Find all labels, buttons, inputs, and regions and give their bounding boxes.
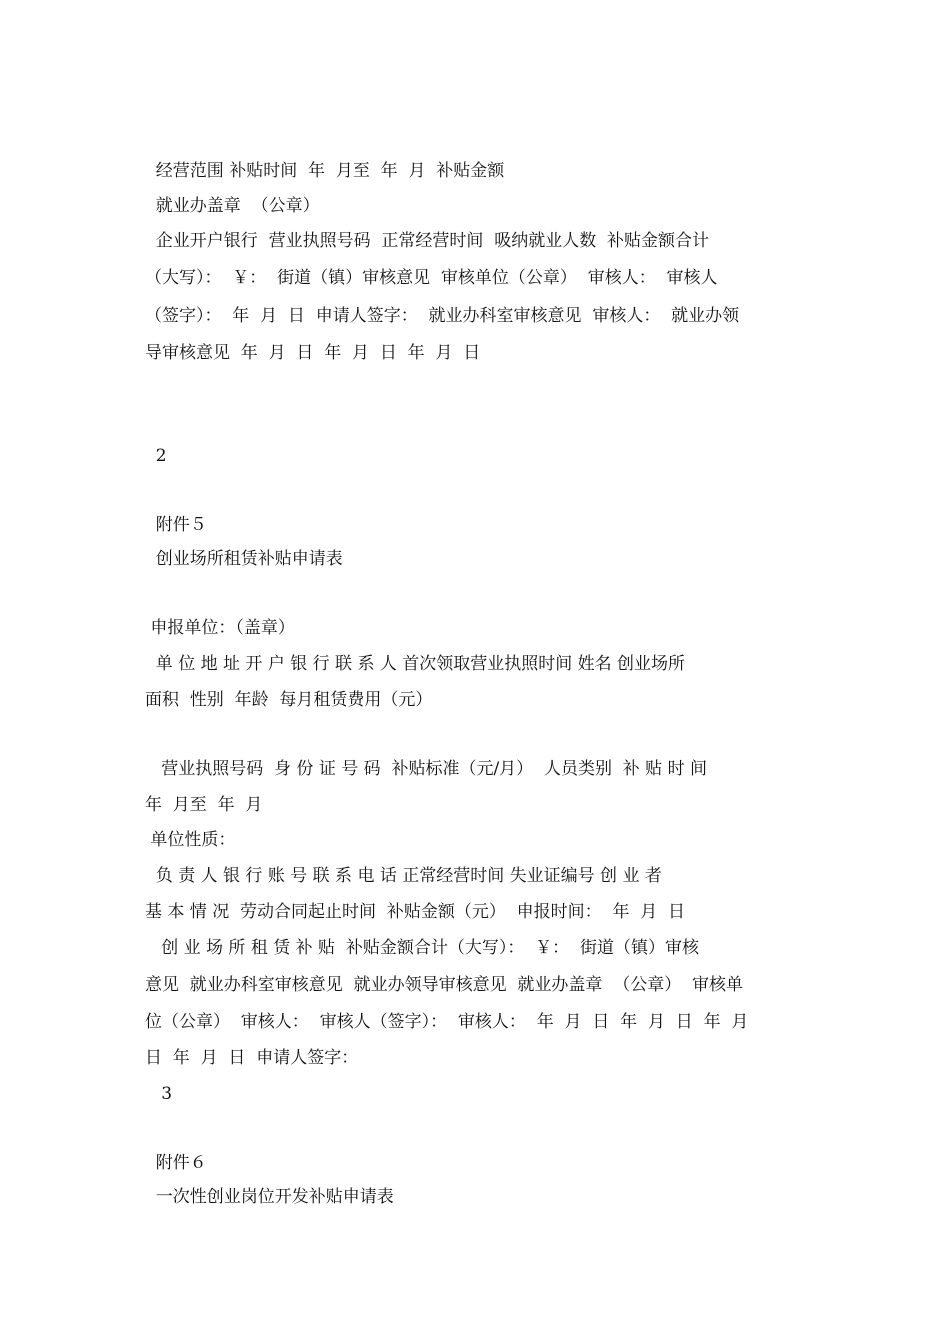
text-line: 日 年 月 日 申请人签字： (145, 1048, 359, 1068)
text-line: 负 责 人 银 行 账 号 联 系 电 话 正常经营时间 失业证编号 创 业 者 (145, 866, 662, 886)
text-line: 营业执照号码 身 份 证 号 码 补贴标准（元/月） 人员类别 补 贴 时 间 (145, 759, 707, 779)
text-line: 导审核意见 年 月 日 年 月 日 年 月 日 (145, 343, 481, 363)
text-line: （签字）： 年 月 日 申请人签字： 就业办科室审核意见 审核人： 就业办领 (145, 306, 740, 326)
text-line: 意见 就业办科室审核意见 就业办领导审核意见 就业办盖章 （公章） 审核单 (145, 975, 744, 995)
text-line: 基 本 情 况 劳动合同起止时间 补贴金额（元） 申报时间： 年 月 日 (145, 902, 686, 922)
text-line: 位（公章） 审核人： 审核人（签字）： 审核人： 年 月 日 年 月 日 年 月 (145, 1012, 749, 1032)
page-number: 3 (145, 1084, 173, 1104)
text-line: 申报单位：（盖章） (145, 618, 295, 638)
form-title: 创业场所租赁补贴申请表 (145, 549, 343, 569)
text-line: 创 业 场 所 租 赁 补 贴 补贴金额合计（大写）： ￥： 街道（镇）审核 (145, 938, 699, 958)
form-title: 一次性创业岗位开发补贴申请表 (145, 1187, 394, 1207)
text-line: 单 位 地 址 开 户 银 行 联 系 人 首次领取营业执照时间 姓名 创业场所 (145, 654, 686, 674)
attachment-label: 附件６ (145, 1153, 207, 1173)
text-line: 年 月至 年 月 (145, 795, 263, 815)
text-line: 企业开户银行 营业执照号码 正常经营时间 吸纳就业人数 补贴金额合计 (145, 231, 710, 251)
text-line: 就业办盖章 （公章） (145, 196, 320, 216)
text-line: 单位性质： (145, 830, 236, 850)
text-line: 经营范围 补贴时间 年 月至 年 月 补贴金额 (145, 161, 505, 181)
text-line: 面积 性别 年龄 每月租赁费用（元） (145, 690, 433, 710)
page-number: 2 (145, 446, 167, 466)
attachment-label: 附件５ (145, 515, 207, 535)
text-line: （大写）： ￥： 街道（镇）审核意见 审核单位（公章） 审核人： 审核人 (145, 268, 718, 288)
